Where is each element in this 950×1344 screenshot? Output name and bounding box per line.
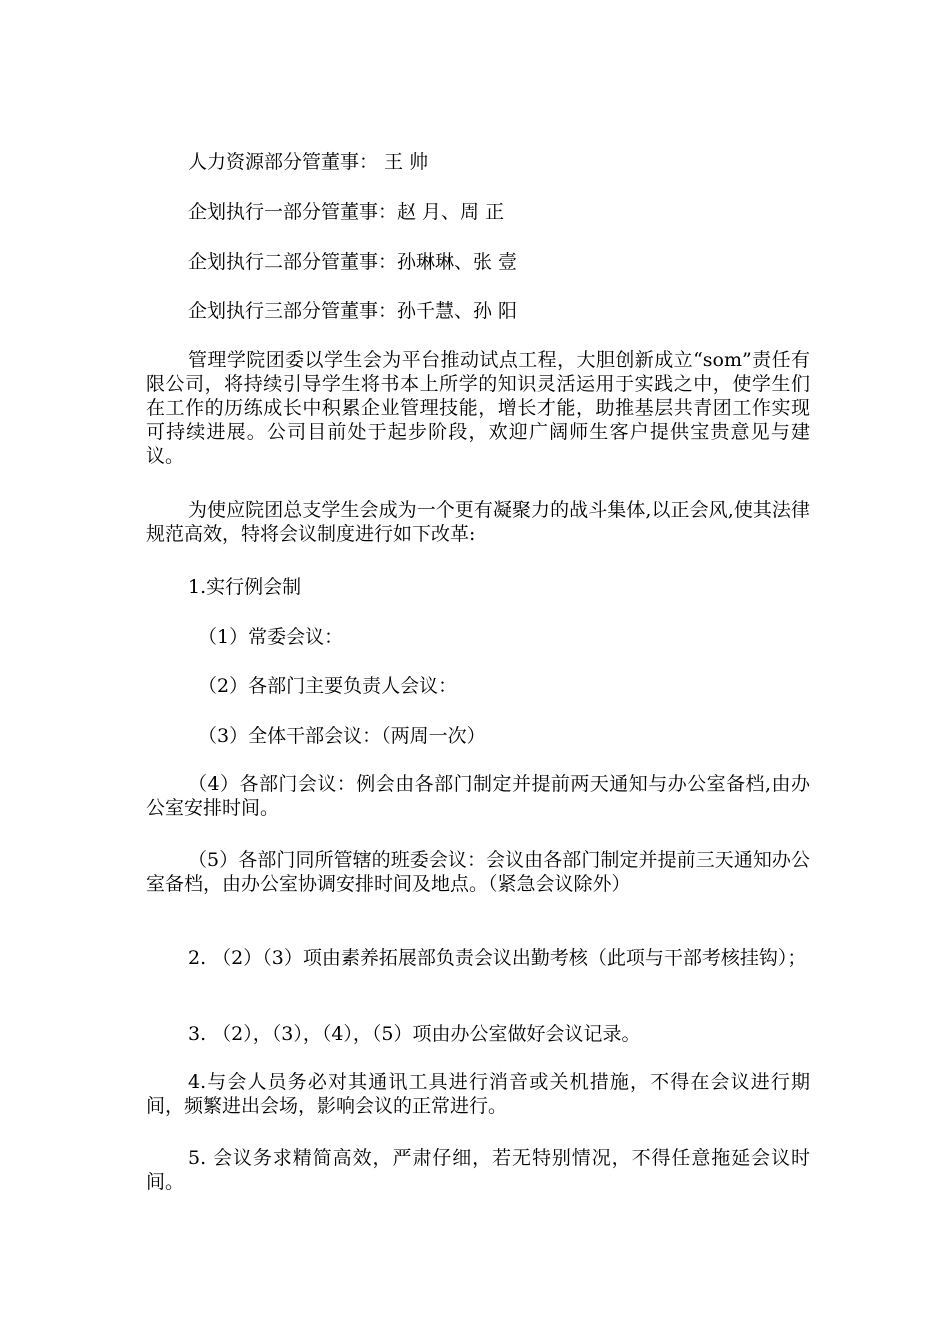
rule-1-item-1: （1）常委会议： [198,626,344,648]
intro-paragraph: 管理学院团委以学生会为平台推动试点工程，大胆创新成立“som”责任有限公司，将持续引导学生将书本上所学的知识灵活运用于实践之中，使学生们在工作的历练成长中积累企业管理技能，增长才能，助推基层共青团工作实现可持续进展。公司目前处于起步阶段，欢迎广阔师生客户提供宝贵意见与建议。 [146,349,810,467]
manager-line-planning-1: 企划执行一部分管董事：赵 月、周 正 [188,201,505,223]
rule-2: 2. （2）（3）项由素养拓展部负责会议出勤考核（此项与干部考核挂钩）； [188,947,807,969]
rule-1-item-4: （4）各部门会议：例会由各部门制定并提前两天通知与办公室备档,由办公室安排时间。 [146,773,810,819]
manager-line-planning-2: 企划执行二部分管董事：孙琳琳、张 壹 [188,251,518,273]
rule-1-item-5: （5）各部门同所管辖的班委会议：会议由各部门制定并提前三天通知办公室备档，由办公室协调安排时间及地点。（紧急会议除外） [146,849,810,895]
rule-1-item-3: （3）全体干部会议：（两周一次） [198,725,486,747]
rule-3: 3. （2），（3），（4），（5）项由办公室做好会议记录。 [188,1023,641,1045]
rule-1-title: 1.实行例会制 [188,576,302,598]
manager-line-planning-3: 企划执行三部分管董事：孙千慧、孙 阳 [188,300,518,322]
manager-line-hr: 人力资源部分管董事： 王 帅 [188,151,429,173]
rule-1-item-2: （2）各部门主要负责人会议： [198,675,458,697]
rule-5: 5. 会议务求精简高效，严肃仔细，若无特别情况，不得任意拖延会议时间。 [146,1147,810,1193]
reform-paragraph: 为使应院团总支学生会成为一个更有凝聚力的战斗集体,以正会风,使其法律规范高效，特将会议制度进行如下改革: [146,499,810,545]
rule-4: 4.与会人员务必对其通讯工具进行消音或关机措施，不得在会议进行期间，频繁进出会场，影响会议的正常进行。 [146,1071,810,1117]
